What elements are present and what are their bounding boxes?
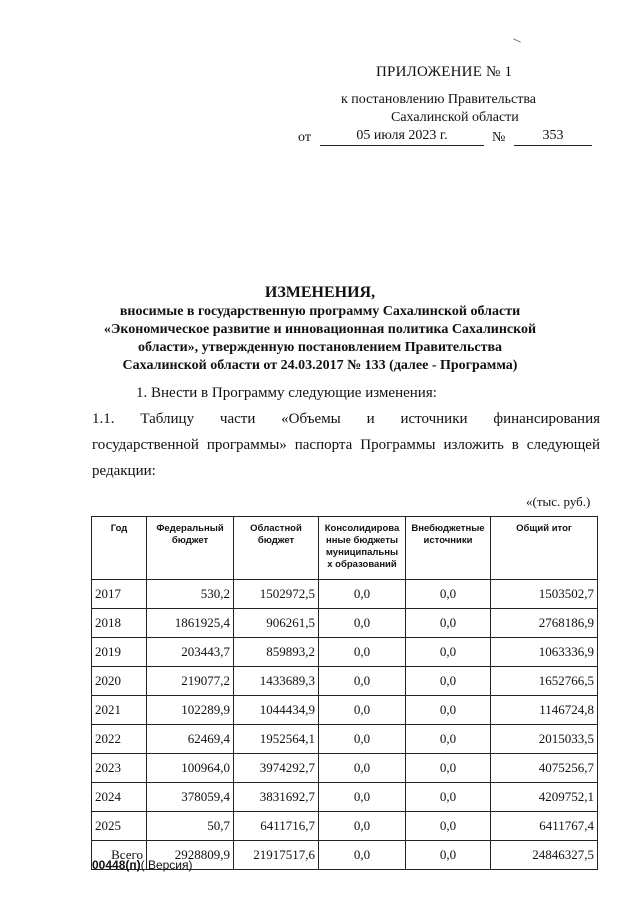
heading-main: ИЗМЕНЕНИЯ, bbox=[264, 284, 376, 301]
heading-line-4: Сахалинской области от 24.03.2017 № 133 (далее - Программа) bbox=[122, 358, 518, 373]
cell-total: 4075256,7 bbox=[491, 754, 598, 783]
cell-total: 4209752,1 bbox=[491, 783, 598, 812]
number-label: № bbox=[492, 130, 506, 145]
from-label: от bbox=[298, 130, 311, 145]
cell-federal: 50,7 bbox=[147, 812, 234, 841]
cell-total: 2015033,5 bbox=[491, 725, 598, 754]
cell-total: 2768186,9 bbox=[491, 609, 598, 638]
table-row bbox=[92, 580, 598, 609]
cell-municipal: 0,0 bbox=[319, 812, 406, 841]
footer-code: 00448(п) bbox=[92, 858, 141, 872]
header-municipal: Консолидирова нные бюджеты муниципальны х образований bbox=[319, 517, 406, 580]
paragraph-1: 1. Внести в Программу следующие изменения: bbox=[136, 385, 437, 401]
cell-total: 6411767,4 bbox=[491, 812, 598, 841]
document-heading bbox=[60, 283, 580, 375]
cell-extrabudget: 0,0 bbox=[406, 754, 491, 783]
paragraph-1-1-line-3: редакции: bbox=[92, 463, 156, 479]
cell-regional: 906261,5 bbox=[234, 609, 319, 638]
cell-year: 2024 bbox=[92, 783, 147, 812]
header-regional: Областной бюджет bbox=[234, 517, 319, 580]
cell-year: 2018 bbox=[92, 609, 147, 638]
footer bbox=[92, 858, 193, 872]
cell-municipal: 0,0 bbox=[319, 667, 406, 696]
cell-regional: 1044434,9 bbox=[234, 696, 319, 725]
heading-line-2: «Экономическое развитие и инновационная политика Сахалинской bbox=[103, 322, 537, 337]
cell-extrabudget: 0,0 bbox=[406, 783, 491, 812]
cell-regional: 1433689,3 bbox=[234, 667, 319, 696]
decree-date: 05 июля 2023 г. bbox=[320, 128, 484, 146]
cell-total: 1503502,7 bbox=[491, 580, 598, 609]
cell-regional: 21917517,6 bbox=[234, 841, 319, 870]
table-row bbox=[92, 812, 598, 841]
table-row bbox=[92, 725, 598, 754]
cell-total: 1063336,9 bbox=[491, 638, 598, 667]
cell-federal: 203443,7 bbox=[147, 638, 234, 667]
cell-extrabudget: 0,0 bbox=[406, 696, 491, 725]
table-row bbox=[92, 609, 598, 638]
cell-federal: 102289,9 bbox=[147, 696, 234, 725]
cell-municipal: 0,0 bbox=[319, 696, 406, 725]
cell-year: Всего bbox=[92, 841, 147, 870]
header-year: Год bbox=[92, 517, 147, 580]
cell-municipal: 0,0 bbox=[319, 841, 406, 870]
header-extrabudget: Внебюджетные источники bbox=[406, 517, 491, 580]
cell-year: 2021 bbox=[92, 696, 147, 725]
cell-municipal: 0,0 bbox=[319, 725, 406, 754]
cell-municipal: 0,0 bbox=[319, 638, 406, 667]
heading-line-3: области», утвержденную постановлением Правительства bbox=[137, 340, 503, 355]
cell-total: 1146724,8 bbox=[491, 696, 598, 725]
footer-version: ( Версия) bbox=[140, 858, 193, 872]
cell-regional: 3831692,7 bbox=[234, 783, 319, 812]
header-federal: Федеральный бюджет bbox=[147, 517, 234, 580]
financing-table bbox=[91, 516, 598, 870]
cell-regional: 3974292,7 bbox=[234, 754, 319, 783]
units-note: «(тыс. руб.) bbox=[526, 494, 591, 509]
cell-municipal: 0,0 bbox=[319, 783, 406, 812]
cell-extrabudget: 0,0 bbox=[406, 580, 491, 609]
heading-line-1: вносимые в государственную программу Сахалинской области bbox=[119, 304, 521, 319]
table-row bbox=[92, 696, 598, 725]
cell-federal: 1861925,4 bbox=[147, 609, 234, 638]
table-body bbox=[92, 580, 598, 870]
cell-regional: 1502972,5 bbox=[234, 580, 319, 609]
cell-extrabudget: 0,0 bbox=[406, 667, 491, 696]
cell-federal: 100964,0 bbox=[147, 754, 234, 783]
cell-municipal: 0,0 bbox=[319, 754, 406, 783]
cell-extrabudget: 0,0 bbox=[406, 725, 491, 754]
table-row bbox=[92, 754, 598, 783]
table-row bbox=[92, 783, 598, 812]
appendix-line-1: к постановлению Правительства bbox=[341, 92, 537, 107]
scan-mark bbox=[513, 38, 521, 42]
cell-extrabudget: 0,0 bbox=[406, 638, 491, 667]
cell-federal: 219077,2 bbox=[147, 667, 234, 696]
cell-extrabudget: 0,0 bbox=[406, 841, 491, 870]
paragraph-1-1-line-2: государственной программы» паспорта Программы изложить в следующей bbox=[92, 437, 600, 453]
cell-regional: 6411716,7 bbox=[234, 812, 319, 841]
cell-total: 24846327,5 bbox=[491, 841, 598, 870]
cell-year: 2017 bbox=[92, 580, 147, 609]
cell-federal: 530,2 bbox=[147, 580, 234, 609]
table-row bbox=[92, 667, 598, 696]
appendix-line-2: Сахалинской области bbox=[391, 110, 519, 125]
cell-year: 2025 bbox=[92, 812, 147, 841]
paragraph-1-1-line-1: 1.1. Таблицу части «Объемы и источники финансирования bbox=[92, 411, 600, 427]
cell-municipal: 0,0 bbox=[319, 580, 406, 609]
cell-regional: 1952564,1 bbox=[234, 725, 319, 754]
cell-year: 2020 bbox=[92, 667, 147, 696]
cell-year: 2019 bbox=[92, 638, 147, 667]
cell-year: 2023 bbox=[92, 754, 147, 783]
cell-federal: 378059,4 bbox=[147, 783, 234, 812]
cell-year: 2022 bbox=[92, 725, 147, 754]
cell-municipal: 0,0 bbox=[319, 609, 406, 638]
appendix-title: ПРИЛОЖЕНИЕ № 1 bbox=[376, 64, 513, 80]
cell-regional: 859893,2 bbox=[234, 638, 319, 667]
cell-federal: 2928809,9 bbox=[147, 841, 234, 870]
cell-extrabudget: 0,0 bbox=[406, 812, 491, 841]
header-total: Общий итог bbox=[491, 517, 598, 580]
decree-number: 353 bbox=[514, 128, 592, 146]
table-row bbox=[92, 638, 598, 667]
cell-total: 1652766,5 bbox=[491, 667, 598, 696]
cell-extrabudget: 0,0 bbox=[406, 609, 491, 638]
table-header-row bbox=[92, 517, 598, 580]
cell-federal: 62469,4 bbox=[147, 725, 234, 754]
